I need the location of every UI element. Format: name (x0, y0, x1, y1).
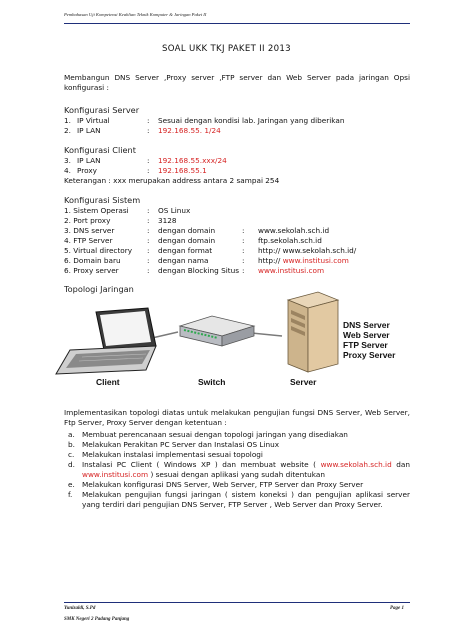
system-row-domain-sep: : (147, 256, 150, 265)
system-row-ftp-value: dengan domain (158, 236, 216, 245)
footer-author: Yunizaldi, S.Pd (64, 606, 96, 611)
server-icon (288, 292, 338, 372)
server-row-1-sep: : (147, 116, 150, 125)
system-row-vdir-label: 5. Virtual directory (64, 246, 133, 255)
system-row-os-value: OS Linux (158, 206, 191, 215)
system-row-vdir-value: dengan format (158, 246, 213, 255)
client-config-heading: Konfigurasi Client (64, 145, 136, 155)
footer-school: SMK Negeri 2 Padang Panjang (64, 617, 130, 622)
client-row-3-sep: : (147, 156, 150, 165)
server-config-heading: Konfigurasi Server (64, 105, 140, 115)
list-item-f: f. Melakukan pengujian fungsi jaringan ( sistem koneksi ) dan pengujian aplikasi server yang terdiri dari pengujian DNS Server, FTP Server , Web Server dan Proxy Server. (68, 490, 410, 509)
document-title: SOAL UKK TKJ PAKET II 2013 (162, 44, 291, 54)
system-row-os-label: 1. Sistem Operasi (64, 206, 129, 215)
server-row-1-num: 1. (64, 116, 71, 125)
server-label: Server (290, 377, 317, 387)
footer-rule (64, 602, 410, 603)
system-row-port-value: 3128 (158, 216, 177, 225)
system-row-ftp-sep: : (147, 236, 150, 245)
server-row-2-num: 2. (64, 126, 71, 135)
system-row-os-sep: : (147, 206, 150, 215)
list-item-d: d. Instalasi PC Client ( Windows XP ) dan membuat website ( www.sekolah.sch.id dan www.institusi.com ) sesuai dengan aplikasi yang sudah ditentukan (68, 460, 410, 479)
list-item-a: a. Membuat perencanaan sesuai dengan topologi jaringan yang disediakan (68, 430, 348, 439)
system-row-proxy-sep: : (147, 266, 150, 275)
list-item-c: c. Melakukan instalasi implementasi sesuai topologi (68, 450, 263, 459)
footer-page-number: Page 1 (390, 606, 405, 611)
system-row-vdir-sep: : (147, 246, 150, 255)
service-proxy: Proxy Server (343, 350, 396, 360)
switch-label: Switch (198, 377, 226, 387)
running-header: Pembahasan Uji Kompetensi Keahlian Teknik Komputer & Jaringan Paket II (64, 12, 207, 17)
laptop-icon (56, 308, 156, 374)
system-row-vdir-format: http:// www.sekolah.sch.id/ (258, 246, 357, 255)
client-switch-cable (152, 332, 178, 338)
client-row-3-num: 3. (64, 156, 71, 165)
system-row-dns-sep2: : (242, 226, 245, 235)
system-row-domain-sep2: : (242, 256, 245, 265)
client-proxy-value: 192.168.55.1 (158, 166, 207, 175)
system-row-proxy-blocked-site[interactable]: www.institusi.com (258, 266, 325, 275)
client-row-3-label: IP LAN (77, 156, 101, 165)
server-row-1-value: Sesuai dengan kondisi lab. Jaringan yang diberikan (158, 116, 345, 125)
list-item-e: e. Melakukan konfigurasi DNS Server, Web Server, FTP Server dan Proxy Server (68, 480, 364, 489)
list-item-b: b. Melakukan Perakitan PC Server dan Instalasi OS Linux (68, 440, 280, 449)
domain-prefix: http:// (258, 256, 283, 265)
client-note: Keterangan : xxx merupakan address antara 2 sampai 254 (64, 176, 280, 185)
client-row-4-num: 4. (64, 166, 71, 175)
system-row-domain-label: 6. Domain baru (64, 256, 121, 265)
system-row-port-label: 2. Port proxy (64, 216, 111, 225)
system-row-vdir-sep2: : (242, 246, 245, 255)
switch-icon (180, 316, 254, 346)
intro-paragraph: Membangun DNS Server ,Proxy server ,FTP server dan Web Server pada jaringan Opsi konfigurasi : (64, 73, 410, 92)
system-row-dns-label: 3. DNS server (64, 226, 115, 235)
system-row-proxy-value: dengan Blocking Situs (158, 266, 240, 275)
system-row-dns-sep: : (147, 226, 150, 235)
system-row-ftp-domain: ftp.sekolah.sch.id (258, 236, 322, 245)
system-row-dns-value: dengan domain (158, 226, 216, 235)
client-row-4-sep: : (147, 166, 150, 175)
system-config-heading: Konfigurasi Sistem (64, 195, 141, 205)
implementation-intro: Implementasikan topologi diatas untuk melakukan pengujian fungsi DNS Server, Web Server, Ftp Server, Proxy Server dengan ketentuan : (64, 408, 410, 427)
system-row-ftp-label: 4. FTP Server (64, 236, 113, 245)
link-sekolah[interactable]: www.sekolah.sch.id (320, 460, 392, 469)
system-row-ftp-sep2: : (242, 236, 245, 245)
system-row-dns-domain: www.sekolah.sch.id (258, 226, 330, 235)
server-row-2-label: IP LAN (77, 126, 101, 135)
server-row-2-sep: : (147, 126, 150, 135)
server-ip-lan-value: 192.168.55. 1/24 (158, 126, 221, 135)
domain-link[interactable]: www.institusi.com (282, 256, 349, 265)
system-row-domain-value: dengan nama (158, 256, 209, 265)
service-ftp: FTP Server (343, 340, 388, 350)
server-row-1-label: IP Virtual (77, 116, 110, 125)
system-row-proxy-sep2: : (242, 266, 245, 275)
system-row-port-sep: : (147, 216, 150, 225)
switch-server-cable (252, 333, 282, 336)
system-row-proxy-label: 6. Proxy server (64, 266, 119, 275)
link-institusi[interactable]: www.institusi.com (82, 469, 149, 479)
service-web: Web Server (343, 330, 390, 340)
client-ip-lan-value: 192.168.55.xxx/24 (158, 156, 227, 165)
service-dns: DNS Server (343, 320, 390, 330)
topology-heading: Topologi Jaringan (64, 284, 134, 294)
client-label: Client (96, 377, 120, 387)
client-row-4-label: Proxy (77, 166, 97, 175)
